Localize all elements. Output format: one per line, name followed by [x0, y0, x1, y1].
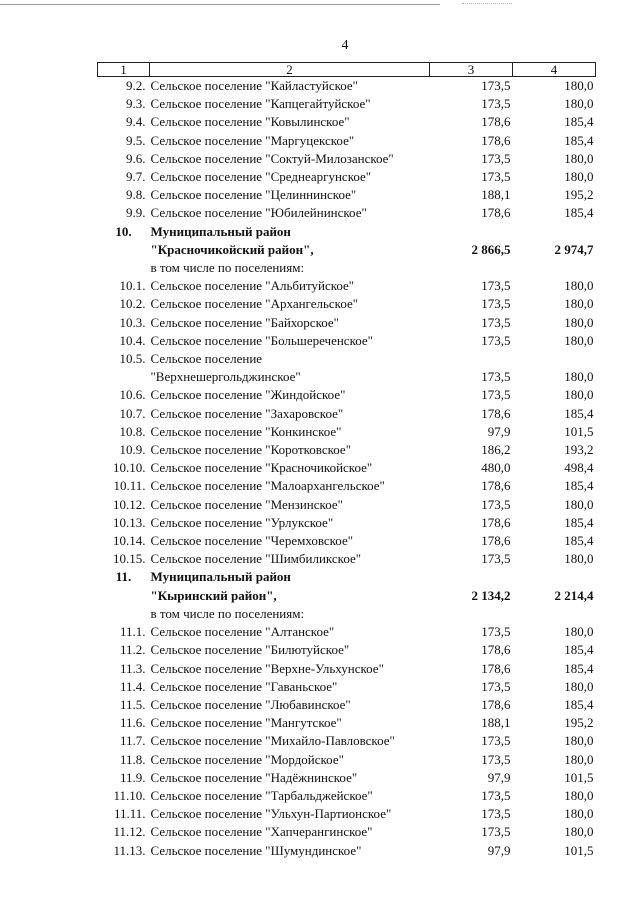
- row-name: Сельское поселение "Альбитуйское": [150, 278, 355, 294]
- row-value-col4: 185,4: [564, 478, 594, 494]
- table-row: [98, 550, 596, 568]
- row-name: Сельское поселение "Ульхун-Партионское": [150, 806, 392, 822]
- row-name: Сельское поселение "Мензинское": [150, 496, 343, 512]
- row-name: Сельское поселение "Капцегайтуйское": [150, 96, 371, 112]
- table-row: [98, 95, 596, 113]
- row-number: 11.9.: [119, 769, 146, 785]
- row-value-col3: 178,6: [481, 660, 511, 676]
- row-value-col4: 185,4: [564, 205, 594, 221]
- row-number: 11.13.: [113, 842, 146, 858]
- row-value-col4: 195,2: [564, 715, 594, 731]
- row-name: Сельское поселение "Ковылинское": [150, 114, 350, 130]
- row-value-col4: 180,0: [564, 278, 594, 294]
- table-row: [98, 405, 596, 423]
- header-col-4: 4: [513, 63, 596, 77]
- header-col-1: 1: [98, 63, 150, 77]
- row-value-col3: 2 134,2: [471, 587, 511, 603]
- row-value-col3: 97,9: [487, 769, 511, 785]
- row-name: Сельское поселение "Любавинское": [150, 696, 351, 712]
- row-name: "Красночикойский район",: [150, 241, 314, 257]
- row-number: 11.4.: [119, 678, 146, 694]
- row-name: Сельское поселение "Захаровское": [150, 405, 344, 421]
- row-value-col4: [513, 605, 596, 623]
- row-value-col4: 2 214,4: [554, 587, 594, 603]
- row-value-col4: 2 974,7: [554, 241, 594, 257]
- top-rule: [0, 4, 440, 5]
- table-row: [98, 787, 596, 805]
- row-name: Сельское поселение "Кайластуйское": [150, 78, 358, 93]
- table-row: [98, 368, 596, 386]
- table-row: [98, 132, 596, 150]
- row-value-col4: 185,4: [564, 696, 594, 712]
- row-value-col3: 173,5: [481, 751, 511, 767]
- header-col-3: 3: [430, 63, 513, 77]
- row-number: 11.: [115, 569, 132, 585]
- row-value-col3: [430, 605, 513, 623]
- row-name: Сельское поселение "Красночикойское": [150, 460, 373, 476]
- row-number: 11.12.: [113, 824, 146, 840]
- row-value-col3: 97,9: [487, 842, 511, 858]
- table-row: [98, 514, 596, 532]
- row-value-col4: 180,0: [564, 78, 594, 93]
- table-row: [98, 295, 596, 313]
- row-number: 10.14.: [113, 533, 146, 549]
- row-number: 9.2.: [126, 78, 146, 93]
- row-number: [98, 368, 150, 386]
- row-value-col3: 173,5: [481, 314, 511, 330]
- row-name: Сельское поселение "Малоархангельское": [150, 478, 385, 494]
- row-name: в том числе по поселениям:: [150, 260, 305, 276]
- row-value-col3: [430, 350, 513, 368]
- row-value-col4: 180,0: [564, 496, 594, 512]
- table-row: [98, 805, 596, 823]
- row-name: Сельское поселение "Среднеаргунское": [150, 169, 372, 185]
- row-number: 10.13.: [113, 514, 146, 530]
- row-value-col4: 180,0: [564, 824, 594, 840]
- table-body: [98, 77, 596, 860]
- table-row: [98, 496, 596, 514]
- row-value-col4: 185,4: [564, 660, 594, 676]
- table-row: [98, 678, 596, 696]
- row-value-col3: 178,6: [481, 514, 511, 530]
- table-row: [98, 477, 596, 495]
- row-number: 11.3.: [119, 660, 146, 676]
- row-number: 10.9.: [119, 442, 146, 458]
- table-header: [98, 63, 596, 77]
- row-number: 9.8.: [126, 187, 146, 203]
- row-value-col3: 173,5: [481, 369, 511, 385]
- row-value-col4: 180,0: [564, 150, 594, 166]
- table-row: [98, 259, 596, 277]
- row-name: Сельское поселение "Соктуй-Милозанское": [150, 150, 394, 166]
- row-number: 10.10.: [113, 460, 146, 476]
- row-number: 11.11.: [113, 806, 146, 822]
- row-number: 11.8.: [119, 751, 146, 767]
- row-value-col4: 180,0: [564, 624, 594, 640]
- row-number: 11.10.: [113, 787, 146, 803]
- table-row: [98, 587, 596, 605]
- row-name: "Кыринский район",: [150, 587, 277, 603]
- table-row: [98, 423, 596, 441]
- row-value-col3: 173,5: [481, 296, 511, 312]
- row-value-col3: 173,5: [481, 96, 511, 112]
- row-name: Сельское поселение "Архангельское": [150, 296, 359, 312]
- row-value-col3: [430, 223, 513, 241]
- row-value-col3: 173,5: [481, 678, 511, 694]
- header-row: [98, 63, 596, 77]
- row-value-col4: 101,5: [564, 769, 594, 785]
- row-name: Сельское поселение "Урлукское": [150, 514, 334, 530]
- row-value-col4: 185,4: [564, 132, 594, 148]
- table-row: [98, 605, 596, 623]
- row-value-col3: 173,5: [481, 332, 511, 348]
- row-value-col3: 178,6: [481, 132, 511, 148]
- row-value-col3: [430, 568, 513, 586]
- row-value-col4: 185,4: [564, 114, 594, 130]
- table-row: [98, 77, 596, 96]
- row-value-col4: [513, 259, 596, 277]
- row-number: [98, 259, 150, 277]
- table-row: [98, 223, 596, 241]
- row-name: Сельское поселение "Маргуцекское": [150, 132, 355, 148]
- row-value-col3: 173,5: [481, 169, 511, 185]
- document-table: [97, 62, 595, 860]
- row-name: Сельское поселение "Коротковское": [150, 442, 352, 458]
- table-row: [98, 769, 596, 787]
- row-value-col4: 180,0: [564, 96, 594, 112]
- row-number: 11.2.: [119, 642, 146, 658]
- row-value-col3: [430, 259, 513, 277]
- row-value-col3: 173,5: [481, 806, 511, 822]
- row-value-col3: 186,2: [481, 442, 511, 458]
- header-col-2: 2: [150, 63, 430, 77]
- table-row: [98, 314, 596, 332]
- row-number: 10.5.: [119, 351, 146, 367]
- row-number: 9.6.: [126, 150, 146, 166]
- row-number: 11.6.: [119, 715, 146, 731]
- row-name: Сельское поселение "Шумундинское": [150, 842, 362, 858]
- row-name: Сельское поселение "Юбилейнинское": [150, 205, 367, 221]
- row-value-col3: 178,6: [481, 205, 511, 221]
- table-row: [98, 751, 596, 769]
- row-value-col3: 178,6: [481, 642, 511, 658]
- row-number: 10.12.: [113, 496, 146, 512]
- table-row: [98, 623, 596, 641]
- row-name: Сельское поселение "Верхне-Ульхунское": [150, 660, 384, 676]
- row-value-col3: 188,1: [481, 715, 511, 731]
- row-number: 10.: [115, 223, 132, 239]
- allocation-table: [97, 62, 596, 860]
- row-value-col4: [513, 350, 596, 368]
- row-value-col3: 173,5: [481, 733, 511, 749]
- row-number: 9.3.: [126, 96, 146, 112]
- row-value-col4: [513, 223, 596, 241]
- row-number: 10.1.: [119, 278, 146, 294]
- row-value-col3: 178,6: [481, 114, 511, 130]
- row-name: "Верхнешергольджинское": [150, 369, 301, 385]
- row-value-col4: 180,0: [564, 678, 594, 694]
- row-value-col4: 185,4: [564, 514, 594, 530]
- row-name: Сельское поселение "Мангутское": [150, 715, 342, 731]
- row-name: Сельское поселение "Черемховское": [150, 533, 354, 549]
- row-value-col4: 180,0: [564, 369, 594, 385]
- row-name: Муниципальный район: [150, 569, 291, 585]
- row-name: Сельское поселение "Гаваньское": [150, 678, 338, 694]
- row-number: 10.4.: [119, 332, 146, 348]
- row-number: 10.8.: [119, 423, 146, 439]
- row-number: 10.15.: [113, 551, 146, 567]
- row-value-col4: 180,0: [564, 787, 594, 803]
- top-dotted-rule: [462, 3, 512, 5]
- table-row: [98, 641, 596, 659]
- row-number: 9.7.: [126, 169, 146, 185]
- row-name: Сельское поселение "Жиндойское": [150, 387, 346, 403]
- table-row: [98, 332, 596, 350]
- row-value-col4: 195,2: [564, 187, 594, 203]
- row-number: 9.4.: [126, 114, 146, 130]
- row-value-col3: 480,0: [481, 460, 511, 476]
- page-number: 4: [341, 38, 349, 53]
- row-value-col3: 2 866,5: [471, 241, 511, 257]
- table-row: [98, 277, 596, 295]
- row-value-col3: 173,5: [481, 551, 511, 567]
- row-number: 10.6.: [119, 387, 146, 403]
- row-number: 10.2.: [119, 296, 146, 312]
- row-name: Сельское поселение "Целиннинское": [150, 187, 357, 203]
- row-value-col4: 185,4: [564, 405, 594, 421]
- row-number: 10.11.: [113, 478, 146, 494]
- row-value-col4: 101,5: [564, 423, 594, 439]
- row-number: [98, 605, 150, 623]
- table-row: [98, 732, 596, 750]
- row-name: Сельское поселение "Алтанское": [150, 624, 335, 640]
- row-value-col4: 498,4: [564, 460, 594, 476]
- row-value-col3: 178,6: [481, 696, 511, 712]
- row-name: Сельское поселение: [150, 351, 263, 367]
- row-value-col3: 173,5: [481, 278, 511, 294]
- row-name: Сельское поселение "Мордойское": [150, 751, 344, 767]
- row-value-col3: 178,6: [481, 533, 511, 549]
- row-name: Сельское поселение "Большереченское": [150, 332, 373, 348]
- row-name: Сельское поселение "Михайло-Павловское": [150, 733, 395, 749]
- row-value-col3: 188,1: [481, 187, 511, 203]
- row-value-col4: 180,0: [564, 751, 594, 767]
- table-row: [98, 350, 596, 368]
- row-number: 9.9.: [126, 205, 146, 221]
- table-row: [98, 204, 596, 222]
- table-row: [98, 186, 596, 204]
- row-name: Сельское поселение "Конкинское": [150, 423, 342, 439]
- row-number: 11.7.: [119, 733, 146, 749]
- row-number: [98, 587, 150, 605]
- row-value-col3: 173,5: [481, 824, 511, 840]
- row-number: 11.1.: [119, 624, 146, 640]
- row-value-col3: 178,6: [481, 405, 511, 421]
- row-name: Сельское поселение "Надёжнинское": [150, 769, 358, 785]
- row-number: 10.7.: [119, 405, 146, 421]
- table-row: [98, 823, 596, 841]
- row-value-col4: [513, 568, 596, 586]
- row-value-col3: 173,5: [481, 624, 511, 640]
- row-value-col4: 185,4: [564, 642, 594, 658]
- row-value-col4: 193,2: [564, 442, 594, 458]
- row-name: Сельское поселение "Байхорское": [150, 314, 339, 330]
- row-value-col4: 180,0: [564, 806, 594, 822]
- row-value-col4: 185,4: [564, 533, 594, 549]
- row-number: 10.3.: [119, 314, 146, 330]
- row-value-col4: 101,5: [564, 842, 594, 858]
- row-name: Сельское поселение "Тарбальджейское": [150, 787, 373, 803]
- table-row: [98, 150, 596, 168]
- row-number: [98, 241, 150, 259]
- row-value-col4: 180,0: [564, 387, 594, 403]
- table-row: [98, 168, 596, 186]
- row-number: 11.5.: [119, 696, 146, 712]
- table-row: [98, 568, 596, 586]
- table-row: [98, 459, 596, 477]
- row-value-col4: 180,0: [564, 296, 594, 312]
- row-value-col3: 173,5: [481, 387, 511, 403]
- table-row: [98, 696, 596, 714]
- row-value-col4: 180,0: [564, 314, 594, 330]
- row-value-col3: 173,5: [481, 787, 511, 803]
- row-number: 9.5.: [126, 132, 146, 148]
- table-row: [98, 714, 596, 732]
- row-value-col3: 173,5: [481, 150, 511, 166]
- table-row: [98, 241, 596, 259]
- row-value-col4: 180,0: [564, 551, 594, 567]
- table-row: [98, 386, 596, 404]
- table-row: [98, 113, 596, 131]
- table-row: [98, 660, 596, 678]
- table-row: [98, 532, 596, 550]
- row-name: Сельское поселение "Билютуйское": [150, 642, 350, 658]
- row-value-col3: 178,6: [481, 478, 511, 494]
- row-name: Сельское поселение "Хапчерангинское": [150, 824, 373, 840]
- row-value-col3: 97,9: [487, 423, 511, 439]
- row-value-col4: 180,0: [564, 733, 594, 749]
- row-name: в том числе по поселениям:: [150, 605, 305, 621]
- row-value-col3: 173,5: [481, 496, 511, 512]
- row-name: Сельское поселение "Шимбиликское": [150, 551, 362, 567]
- table-row: [98, 842, 596, 860]
- row-name: Муниципальный район: [150, 223, 291, 239]
- row-value-col3: 173,5: [481, 78, 511, 93]
- table-row: [98, 441, 596, 459]
- row-value-col4: 180,0: [564, 332, 594, 348]
- row-value-col4: 180,0: [564, 169, 594, 185]
